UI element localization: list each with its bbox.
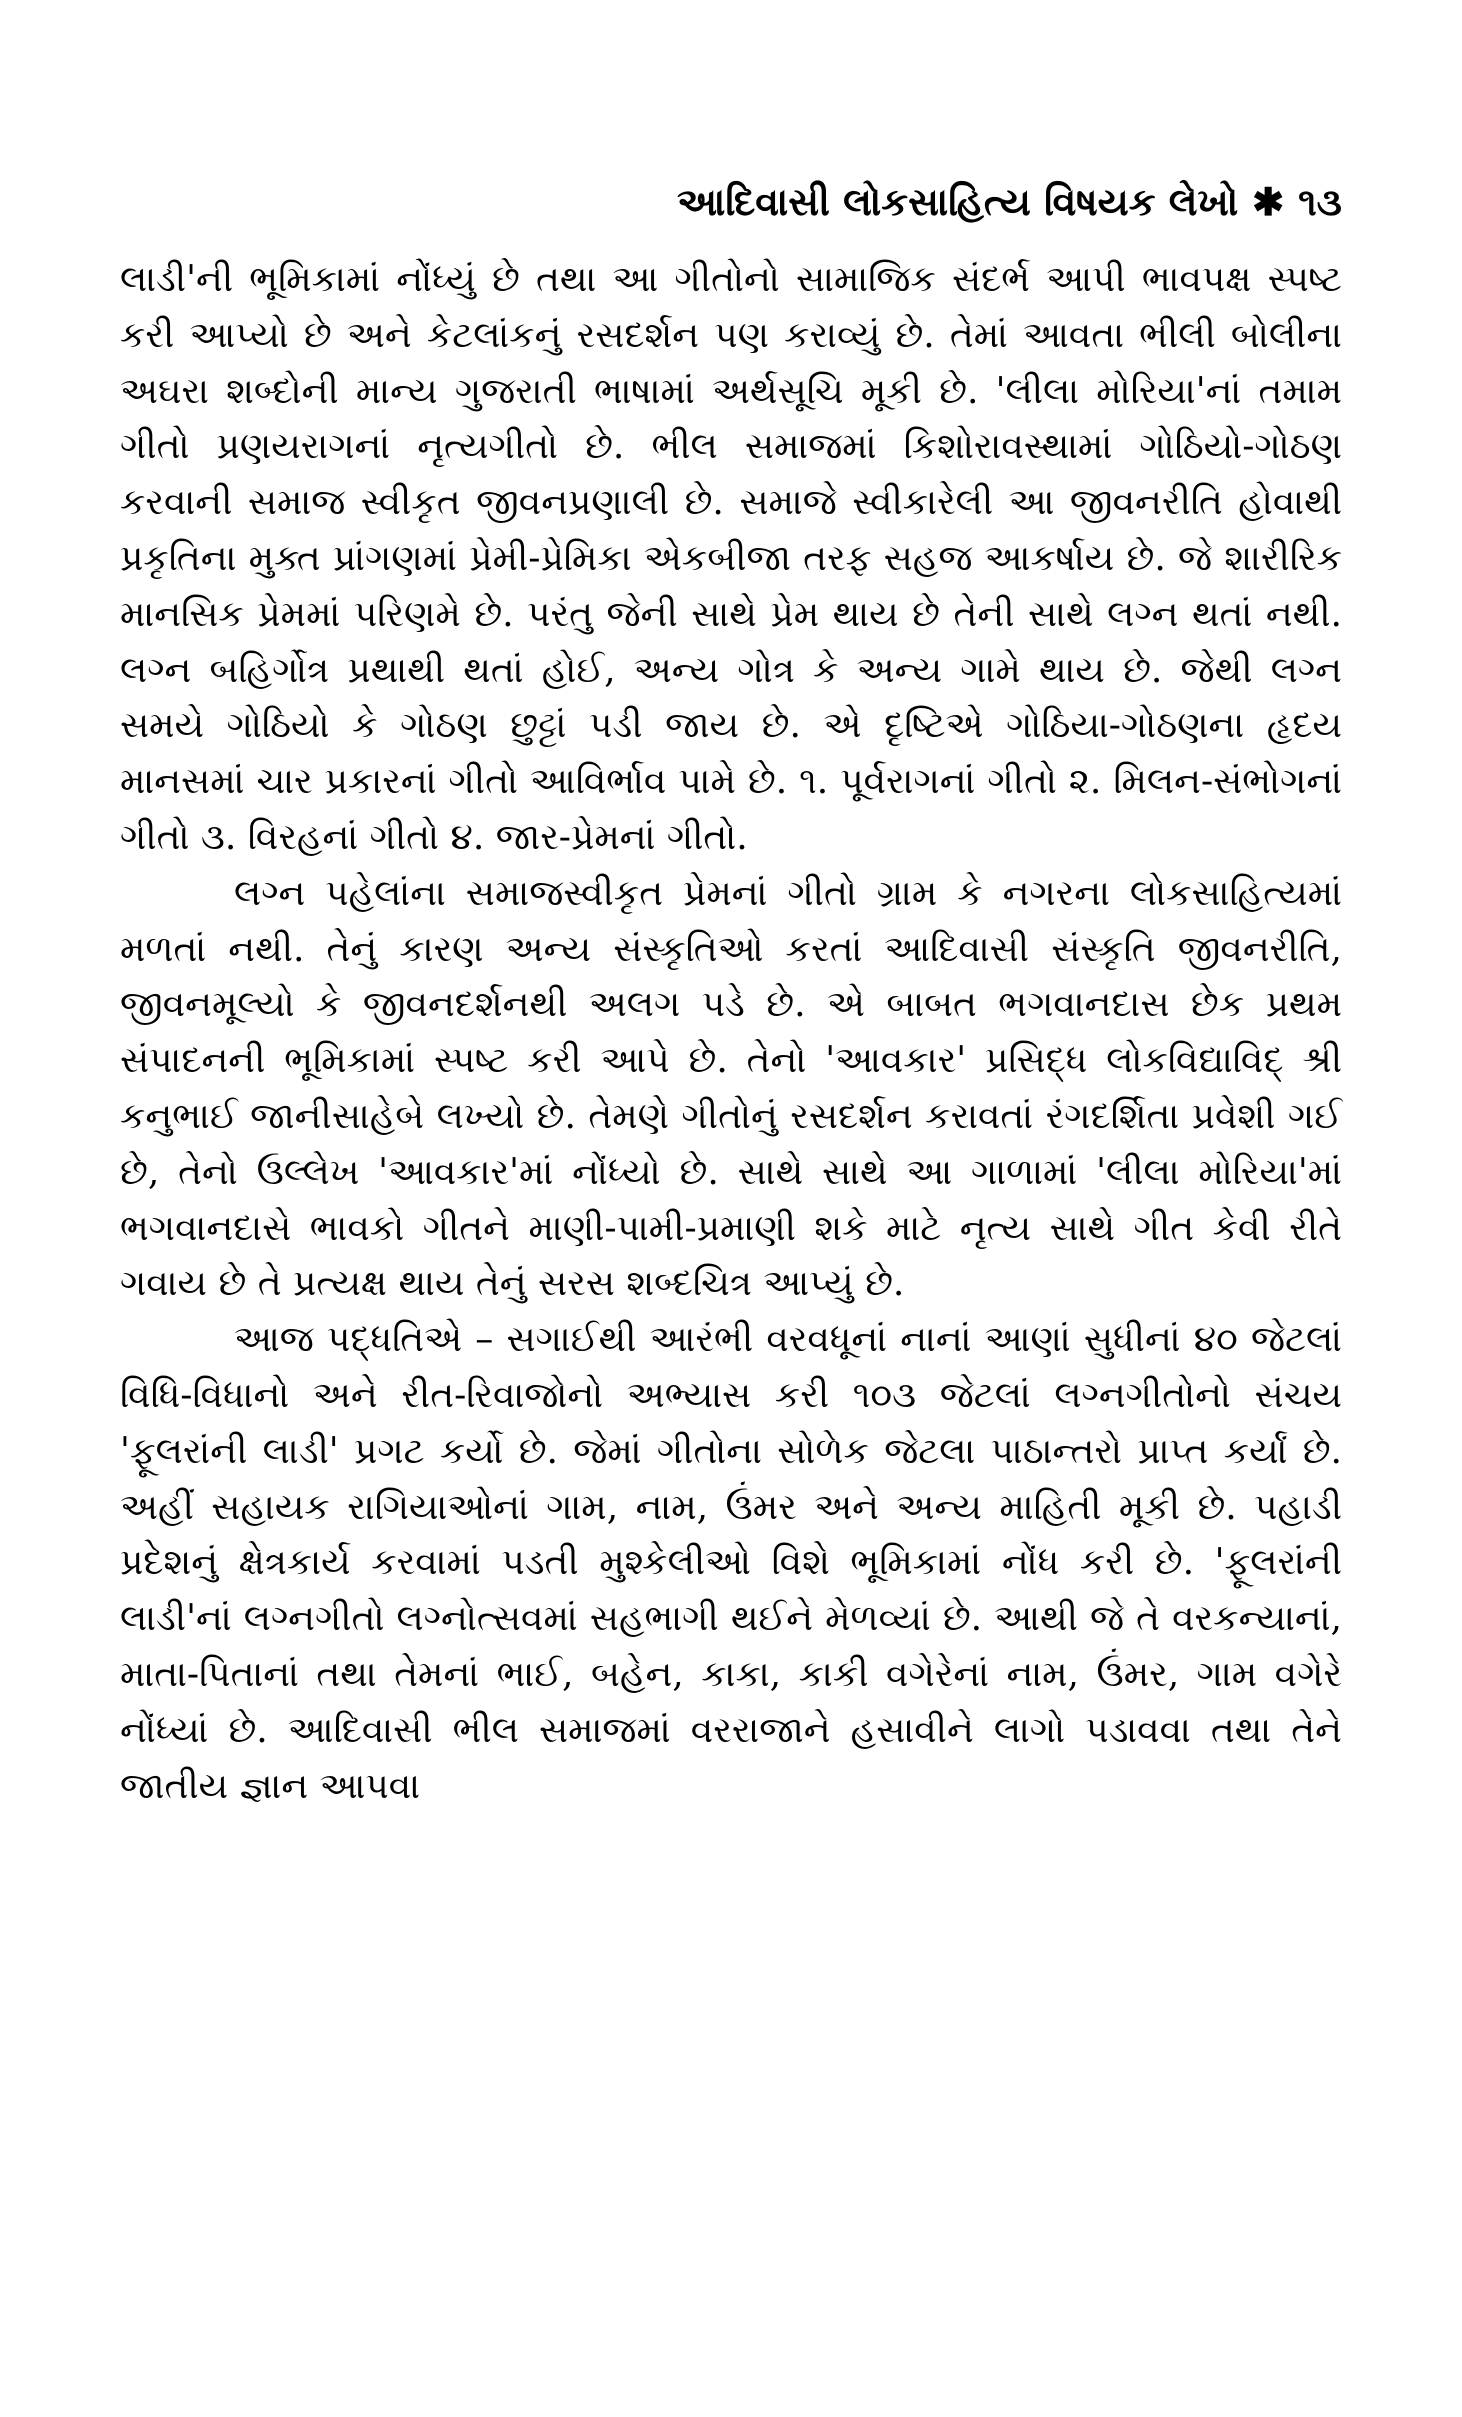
- page-number: ૧૩: [1298, 179, 1342, 224]
- paragraph-2: લગ્ન પહેલાંના સમાજસ્વીકૃત પ્રેમનાં ગીતો ગ્રામ કે નગરના લોકસાહિત્યમાં મળતાં નથી. તેનું કારણ અન્ય સંસ્કૃતિઓ કરતાં આદિવાસી સંસ્કૃતિ જીવનરીતિ, જીવનમૂલ્યો કે જીવનદર્શનથી અલગ પડે છે. એ બાબત ભગવાનદાસ છેક પ્રથમ સંપાદનની ભૂમિકામાં સ્પષ્ટ કરી આપે છે. તેનો 'આવકાર' પ્રસિદ્ધ લોકવિદ્યાવિદ્ શ્રી કનુભાઈ જાનીસાહેબે લખ્યો છે. તેમણે ગીતોનું રસદર્શન કરાવતાં રંગદર્શિતા પ્રવેશી ગઈ છે, તેનો ઉલ્લેખ 'આવકાર'માં નોંધ્યો છે. સાથે સાથે આ ગાળામાં 'લીલા મોરિયા'માં ભગવાનદાસે ભાવકો ગીતને માણી-પામી-પ્રમાણી શકે માટે નૃત્ય સાથે ગીત કેવી રીતે ગવાય છે તે પ્રત્યક્ષ થાય તેનું સરસ શબ્દચિત્ર આપ્યું છે.: [120, 872, 1342, 1305]
- asterisk-icon: ✱: [1252, 179, 1285, 224]
- running-header-title: આદિવાસી લોકસાહિત્ય વિષયક લેખો: [677, 179, 1239, 224]
- paragraph-1: લાડી'ની ભૂમિકામાં નોંધ્યું છે તથા આ ગીતોનો સામાજિક સંદર્ભ આપી ભાવપક્ષ સ્પષ્ટ કરી આપ્યો છે અને કેટલાંકનું રસદર્શન પણ કરાવ્યું છે. તેમાં આવતા ભીલી બોલીના અઘરા શબ્દોની માન્ય ગુજરાતી ભાષામાં અર્થસૂચિ મૂકી છે. 'લીલા મોરિયા'નાં તમામ ગીતો પ્રણયરાગનાં નૃત્યગીતો છે. ભીલ સમાજમાં કિશોરાવસ્થામાં ગોઠિયો-ગોઠણ કરવાની સમાજ સ્વીકૃત જીવનપ્રણાલી છે. સમાજે સ્વીકારેલી આ જીવનરીતિ હોવાથી પ્રકૃતિના મુક્ત પ્રાંગણમાં પ્રેમી-પ્રેમિકા એકબીજા તરફ સહજ આકર્ષાય છે. જે શારીરિક માનસિક પ્રેમમાં પરિણમે છે. પરંતુ જેની સાથે પ્રેમ થાય છે તેની સાથે લગ્ન થતાં નથી. લગ્ન બહિર્ગોત્ર પ્રથાથી થતાં હોઈ, અન્ય ગોત્ર કે અન્ય ગામે થાય છે. જેથી લગ્ન સમયે ગોઠિયો કે ગોઠણ છુટ્ટાં પડી જાય છે. એ દૃષ્ટિએ ગોઠિયા-ગોઠણના હૃદય માનસમાં ચાર પ્રકારનાં ગીતો આવિર્ભાવ પામે છે. ૧. પૂર્વરાગનાં ગીતો ૨. મિલન-સંભોગનાં ગીતો ૩. વિરહનાં ગીતો ૪. જાર-પ્રેમનાં ગીતો.: [120, 259, 1342, 858]
- body-text: [120, 252, 1342, 1814]
- paragraph-3: આજ પદ્ધતિએ – સગાઈથી આરંભી વરવધૂનાં નાનાં આણાં સુધીનાં ૪૦ જેટલાં વિધિ-વિધાનો અને રીત-રિવાજોનો અભ્યાસ કરી ૧૦૩ જેટલાં લગ્નગીતોનો સંચય 'ફૂલરાંની લાડી' પ્રગટ કર્યો છે. જેમાં ગીતોના સોળેક જેટલા પાઠાન્તરો પ્રાપ્ત કર્યાં છે. અહીં સહાયક રાગિયાઓનાં ગામ, નામ, ઉંમર અને અન્ય માહિતી મૂકી છે. પહાડી પ્રદેશનું ક્ષેત્રકાર્ય કરવામાં પડતી મુશ્કેલીઓ વિશે ભૂમિકામાં નોંધ કરી છે. 'ફૂલરાંની લાડી'નાં લગ્નગીતો લગ્નોત્સવમાં સહભાગી થઈને મેળવ્યાં છે. આથી જે તે વરકન્યાનાં, માતા-પિતાનાં તથા તેમનાં ભાઈ, બહેન, કાકા, કાકી વગેરેનાં નામ, ઉંમર, ગામ વગેરે નોંધ્યાં છે. આદિવાસી ભીલ સમાજમાં વરરાજાને હસાવીને લાગો પડાવવા તથા તેને જાતીય જ્ઞાન આપવા: [120, 1319, 1342, 1807]
- running-header: [677, 178, 1342, 226]
